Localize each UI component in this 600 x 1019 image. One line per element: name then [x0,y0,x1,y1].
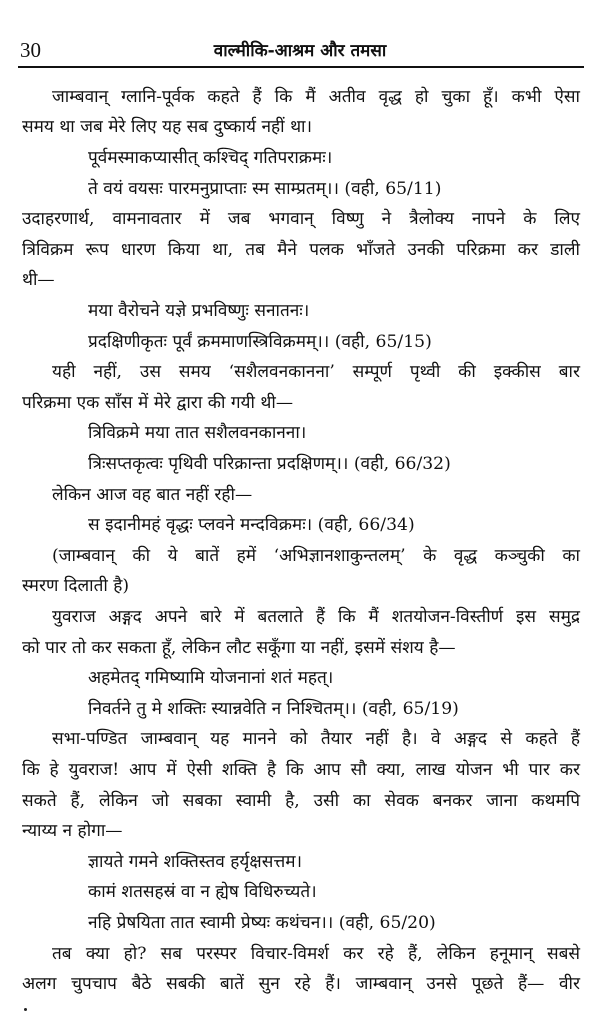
verse-line: त्रिःसप्तकृत्वः पृथिवी परिक्रान्ता प्रदक्षिणम्।। (वही, 66/32) [88,454,451,474]
text-line: तब क्या हो? सब परस्पर विचार-विमर्श कर रहे हैं, लेकिन हनूमान् सबसे [52,944,580,964]
text-line: को पार तो कर सकता हूँ, लेकिन लौट सकूँगा या नहीं, इसमें संशय है— [22,638,456,658]
text-line: त्रिविक्रम रूप धारण किया था, तब मैने पलक भाँजते उनकी परिक्रमा कर डाली [22,240,580,260]
verse-line: निवर्तने तु मे शक्तिः स्यान्नवेति न निश्चितम्।। (वही, 65/19) [88,699,459,719]
text-line: समय था जब मेरे लिए यह सब दुष्कार्य नहीं था। [22,117,313,137]
print-speck [24,1008,27,1011]
header-rule [18,66,584,68]
text-line: उदाहरणार्थ, वामनावतार में जब भगवान् विष्णु ने त्रैलोक्य नापने के लिए [22,209,580,229]
page-number: 30 [20,38,41,62]
verse-line: पूर्वमस्माकप्यासीत् कश्चिद् गतिपराक्रमः। [88,148,333,168]
verse-line: अहमेतद् गमिष्यामि योजनानां शतं महत्। [88,668,334,688]
text-line: कि हे युवराज! आप में ऐसी शक्ति है कि आप सौ क्या, लाख योजन भी पार कर [22,760,580,780]
verse-line: त्रिविक्रमे मया तात सशैलवनकानना। [88,423,307,443]
verse-line: स इदानीमहं वृद्धः प्लवने मन्दविक्रमः। (वही, 66/34) [88,515,415,535]
verse-line: ज्ञायते गमने शक्तिस्तव हर्यृक्षसत्तम। [88,852,303,872]
text-line: अलग चुपचाप बैठे सबकी बातें सुन रहे हैं। जाम्बवान् उनसे पूछते हैं— वीर [22,974,580,994]
text-line: परिक्रमा एक साँस में मेरे द्वारा की गयी थी— [22,393,294,413]
text-line: (जाम्बवान् की ये बातें हमें ‘अभिज्ञानशाकुन्तलम्’ के वृद्ध कञ्चुकी का [52,546,580,566]
verse-line: मया वैरोचने यज्ञे प्रभविष्णुः सनातनः। [88,301,310,321]
verse-line: कामं शतसहस्रं वा न ह्येष विधिरुच्यते। [88,882,317,902]
text-line: सभा-पण्डित जाम्बवान् यह मानने को तैयार नहीं है। वे अङ्गद से कहते हैं [52,729,580,749]
text-line: न्याय्य न होगा— [22,821,123,841]
text-line: लेकिन आज वह बात नहीं रही— [52,485,253,505]
verse-line: ते वयं वयसः पारमनुप्राप्ताः स्म साम्प्रतम्।। (वही, 65/11) [88,179,442,199]
text-line: जाम्बवान् ग्लानि-पूर्वक कहते हैं कि मैं अतीव वृद्ध हो चुका हूँ। कभी ऐसा [52,87,580,107]
text-line: थी— [22,270,55,290]
text-line: युवराज अङ्गद अपने बारे में बतलाते हैं कि मैं शतयोजन-विस्तीर्ण इस समुद्र [52,607,580,627]
text-line: सकते हैं, लेकिन जो सबका स्वामी है, उसी का सेवक बनकर जाना कथमपि [22,791,580,811]
text-line: स्मरण दिलाती है) [22,576,130,596]
text-line: यही नहीं, उस समय ‘सशैलवनकानना’ सम्पूर्ण पृथ्वी की इक्कीस बार [52,362,580,382]
verse-line: प्रदक्षिणीकृतः पूर्वं क्रममाणस्त्रिविक्रमम्।। (वही, 65/15) [88,332,432,352]
page-header [0,0,600,72]
running-title: वाल्मीकि-आश्रम और तमसा [213,41,387,61]
verse-line: नहि प्रेषयिता तात स्वामी प्रेष्यः कथंचन।। (वही, 65/20) [88,913,436,933]
